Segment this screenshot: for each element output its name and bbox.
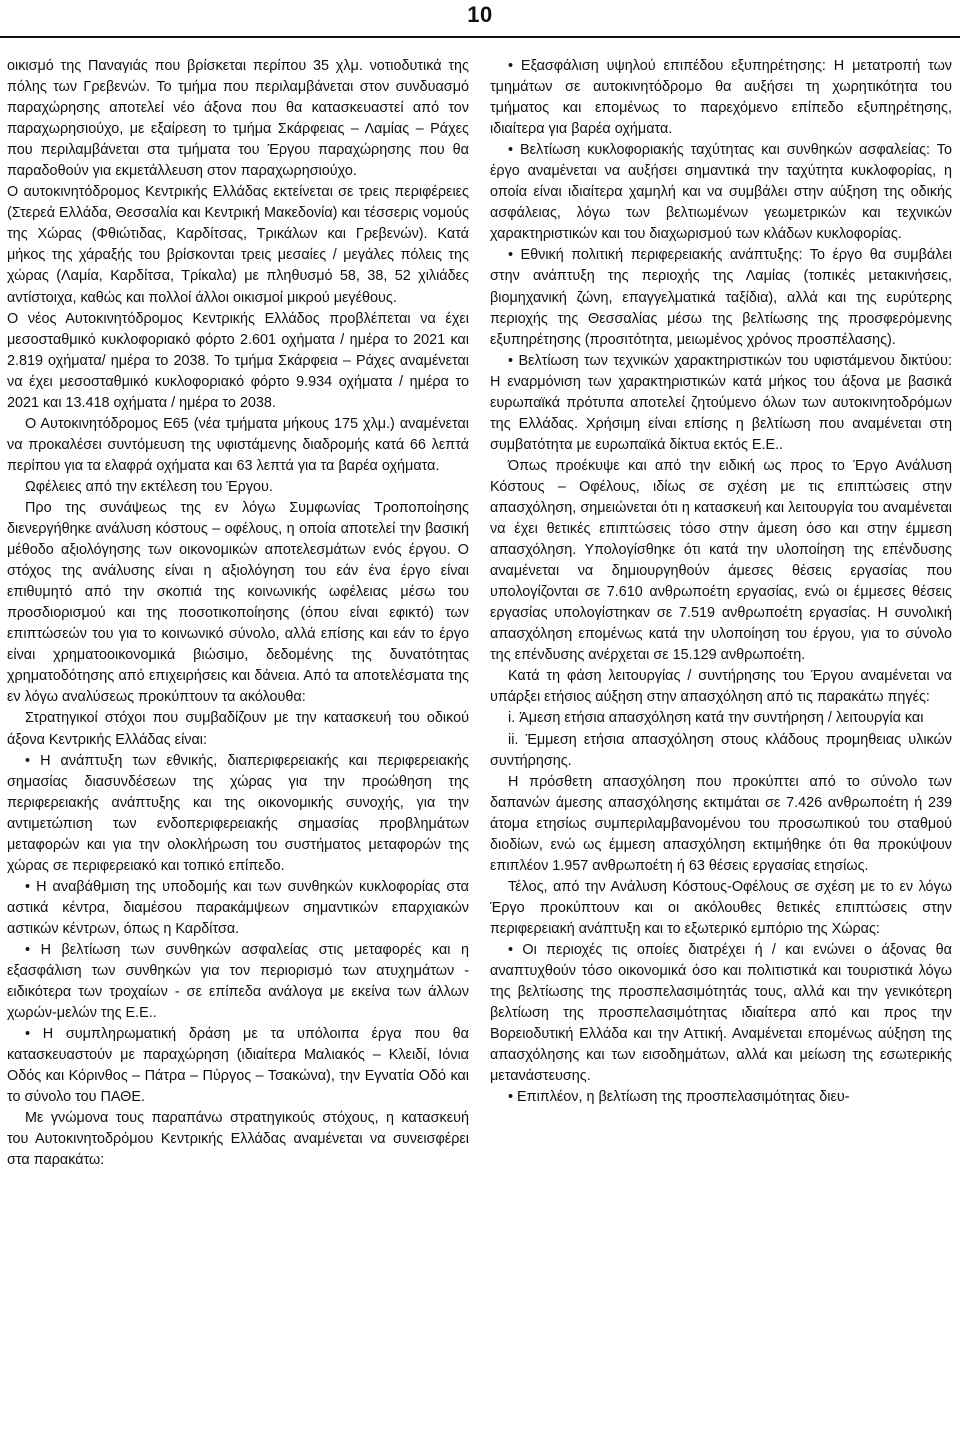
paragraph: Η πρόσθετη απασχόληση που προκύπτει από το σύνολο των δαπανών άμεσης απασχόλησης εκτιμάται σε 7.426 ανθρωποέτη ή 239 άτομα ετησίως συμπεριλαμβανομένου του προσωπικού του σταθμού διοδίων, ενώ ως έμμεση απασχόληση εκτιμήθηκε ότι θα προκύψουν επιπλέον 1.957 ανθρωποέτη ή 63 θέσεις εργασίας ετησίως. xyxy=(490,773,952,874)
bullet-item: • Η βελτίωση των συνθηκών ασφαλείας στις μεταφορές και η εξασφάλιση των συνθηκών για τον περιορισμό των ατυχημάτων - ειδικότερα των τροχαίων - σε επίπεδα ανάλογα με εκείνα των άλλων χωρών-μελών της Ε.Ε.. xyxy=(7,941,469,1022)
bullet-item: • Επιπλέον, η βελτίωση της προσπελασιμότητας διευ- xyxy=(508,1089,850,1106)
bullet-item: • Βελτίωση κυκλοφοριακής ταχύτητας και συνθηκών ασφαλείας: Το έργο αναμένεται να αυξήσει σημαντικά την ταχύτητα κυκλοφορίας, η οποία είναι ιδιαίτερα χαμηλή και να συμβάλει στην αύξηση της οδικής ασφάλειας, λόγω των βελτιωμένων γεωμετρικών και τεχνικών χαρακτηριστικών και του διαχωρισμού των κλάδων κυκλοφορίας. xyxy=(490,142,952,243)
bullet-item: • Η ανάπτυξη των εθνικής, διαπεριφερειακής και περιφερειακής σημασίας διασυνδέσεων της χώρας για την προώθηση της περιφερειακής ανάπτυξης και της οικονομικής συνοχής, για την αντιμετώπιση των ενδοπεριφερειακής σημασίας προβλημάτων μεταφορών και για την ολοκλήρωση του συστήματος μεταφορών της χώρας σε περιφερειακό και τοπικό επίπεδο. xyxy=(7,752,469,874)
page-number: 10 xyxy=(467,2,493,27)
paragraph: Κατά τη φάση λειτουργίας / συντήρησης του Έργου αναμένεται να υπάρξει ετήσιος αύξηση στην απασχόληση από τις παρακάτω πηγές: xyxy=(490,668,952,706)
left-column xyxy=(7,56,469,1171)
bullet-item: • Βελτίωση των τεχνικών χαρακτηριστικών του υφιστάμενου δικτύου: Η εναρμόνιση των χαρακτηριστικών κατά μήκος του άξονα με βασικά ευρωπαϊκά πρότυπα αποτελεί ζητούμενο όλων των αυτοκινητοδρόμων της Ελλάδας. Χρήσιμη είναι επίσης η βελτίωση που αναμένεται στη συμβατότητα με ευρωπαϊκά δίκτυα εκτός Ε.Ε.. xyxy=(490,352,952,453)
paragraph: οικισμό της Παναγιάς που βρίσκεται περίπου 35 χλμ. νοτιοδυτικά της πόλης των Γρεβενών. Το τμήμα που περιλαμβάνεται στον συνδυασμό παραχώρησης αποτελεί νέο άξονα που θα κατασκευαστεί από τον παραχωρησιούχο, με εξαίρεση το τμήμα Σκάρφειας – Λαμίας – Ράχες που περιλαμβάνεται στα τμήματα του Έργου παραχώρησης που θα παραδοθούν για εκμετάλλευση στον παραχωρησιούχο. xyxy=(7,58,469,180)
bullet-item: • Η συμπληρωματική δράση με τα υπόλοιπα έργα που θα κατασκευαστούν με παραχώρηση (ιδιαίτερα Μαλιακός – Κλειδί, Ιόνια Οδός και Κόρινθος – Πάτρα – Πύργος – Τσακώνα), την Εγνατία Οδό και το σύνολο του ΠΑΘΕ. xyxy=(7,1026,469,1106)
section-heading: Ωφέλειες από την εκτέλεση του Έργου. xyxy=(25,478,273,495)
paragraph: Ο αυτοκινητόδρομος Κεντρικής Ελλάδας εκτείνεται σε τρεις περιφέρειες (Στερεά Ελλάδα, Θεσσαλία και Κεντρική Μακεδονία) και τέσσερις νομούς της Χώρας (Φθιώτιδας, Καρδίτσας, Τρικάλων και Γρεβενών). Κατά μήκος της χάραξής του βρίσκονται τρεις μεσαίες / μεγάλες πόλεις της χώρας (Λαμία, Καρδίτσα, Τρίκαλα) με πληθυσμό 58, 38, 52 χιλιάδες αντίστοιχα, καθώς και πολλοί άλλοι οικισμοί μικρού μεγέθους. xyxy=(7,184,469,306)
paragraph: Ο Αυτοκινητόδρομος Ε65 (νέα τμήματα μήκους 175 χλμ.) αναμένεται να προκαλέσει συντόμευση της υφιστάμενης διαδρομής κατά 66 λεπτά περίπου για τα ελαφρά οχήματα και 63 λεπτά για τα βαρέα οχήματα. xyxy=(7,415,469,474)
paragraph: Όπως προέκυψε και από την ειδική ως προς το Έργο Ανάλυση Κόστους – Οφέλους, ιδίως σε σχέση με τις επιπτώσεις στην απασχόληση, σημειώνεται ότι η κατασκευή και λειτουργία του αναμένεται να έχει θετικές επιπτώσεις τόσο στην άμεση όσο και στην έμμεση απασχόληση. Υπολογίσθηκε ότι κατά την υλοποίηση της επένδυσης αναμένεται να δημιουργηθούν άμεσες θέσεις εργασίας που υπολογίζονται σε 7.610 ανθρωποέτη εργασίας, ενώ οι έμμεσες θέσεις εργασίας υπολογίστηκαν σε 7.519 ανθρωποέτη εργασίας. Η συνολική απασχόληση επομένως κατά την υλοποίηση του έργου, για το σύνολο της επένδυσης ανέρχεται σε 15.129 ανθρωποέτη. xyxy=(490,457,952,664)
paragraph: Ο νέος Αυτοκινητόδρομος Κεντρικής Ελλάδος προβλέπεται να έχει μεσοσταθμικό κυκλοφοριακό φόρτο 2.601 οχήματα / ημέρα το 2021 και 2.819 οχήματα/ ημέρα το 2038. Το τμήμα Σκάρφεια – Ράχες αναμένεται να έχει μεσοσταθμικό κυκλοφοριακό φόρτο 9.934 οχήματα / ημέρα το 2021 και 13.418 οχήματα / ημέρα το 2038. xyxy=(7,310,469,411)
bullet-item: • Εξασφάλιση υψηλού επιπέδου εξυπηρέτησης: Η μετατροπή των τμημάτων σε αυτοκινητόδρομο θα αυξήσει τη χωρητικότητα του τμήματος και επομένως το παρεχόμενο επίπεδο εξυπηρέτησης, ιδιαίτερα για βαρέα οχήματα. xyxy=(490,58,952,138)
bullet-item: • Εθνική πολιτική περιφερειακής ανάπτυξης: Το έργο θα συμβάλει στην ανάπτυξη της περιοχής της Λαμίας (τοπικές μετακινήσεις, βιομηχανική ζώνη, επαγγελματικά ταξίδια), αλλά και της ευρύτερης περιοχής της Θεσσαλίας μέσω της βελτίωσης της προσφερόμενης εξυπηρέτησης (προσιτότητα, μειωμένος χρόνος προσπέλασης). xyxy=(490,247,952,348)
list-item: ii. Έμμεση ετήσια απασχόληση στους κλάδους προμηθειας υλικών συντήρησης. xyxy=(490,731,952,769)
bullet-item: • Οι περιοχές τις οποίες διατρέχει ή / και ενώνει ο άξονας θα αναπτυχθούν τόσο οικονομικά όσο και πολιτιστικά και τουριστικά λόγω της βελτίωσης της προσπελασιμότητάς τους, αλλά και την γενικότερη βελτίωση της προσπελασιμότητας ιδιαίτερα από και προς την Βορειοδυτική Ελλάδα και την Αττική. Αναμένεται επομένως αύξηση της απασχόλησης και των εισοδημάτων, αλλά και μείωση της εσωτερικής μετανάστευσης. xyxy=(490,941,952,1085)
paragraph: Προ της συνάψεως της εν λόγω Συμφωνίας Τροποποίησης διενεργήθηκε ανάλυση κόστους – οφέλους, η οποία αποτελεί την βασική μέθοδο αξιολόγησης των οικονομικών αποτελεσμάτων ενός έργου. Ο στόχος της ανάλυσης είναι η αξιολόγηση του εάν ένα έργο είναι επιθυμητό από την σκοπιά της κοινωνικής ωφέλειας μέσω του προσδιορισμού και της ποσοτικοποίησης (όπου είναι εφικτό) των επιπτώσεών του για το κοινωνικό σύνολο, αλλά επίσης και εάν το έργο είναι χρηματοοικονομικά βιώσιμο, δεδομένης της δυνατότητας χρηματοδότησης από επιχειρήσεις και δάνεια. Από τα αποτελέσματα της εν λόγω αναλύσεως προκύπτουν τα ακόλουθα: xyxy=(7,499,469,706)
bullet-item: • Η αναβάθμιση της υποδομής και των συνθηκών κυκλοφορίας στα αστικά κέντρα, διαμέσου παρακάμψεων σημαντικών επαρχιακών αστικών κέντρων, όπως η Καρδίτσα. xyxy=(7,878,469,937)
header-rule xyxy=(0,36,960,38)
page-header xyxy=(0,0,960,48)
paragraph: Τέλος, από την Ανάλυση Κόστους-Οφέλους σε σχέση με το εν λόγω Έργο προκύπτουν και οι ακόλουθες θετικές επιπτώσεις στην περιφερειακή ανάπτυξη και το εξωτερικό εμπόριο της Χώρας: xyxy=(490,878,952,937)
paragraph: Στρατηγικοί στόχοι που συμβαδίζουν με την κατασκευή του οδικού άξονα Κεντρικής Ελλάδας είναι: xyxy=(7,710,469,748)
right-column xyxy=(490,56,952,1108)
paragraph: Με γνώμονα τους παραπάνω στρατηγικούς στόχους, η κατασκευή του Αυτοκινητοδρόμου Κεντρικής Ελλάδας αναμένεται να συνεισφέρει στα παρακάτω: xyxy=(7,1110,469,1169)
list-item: i. Άμεση ετήσια απασχόληση κατά την συντήρηση / λειτουργία και xyxy=(508,710,924,727)
